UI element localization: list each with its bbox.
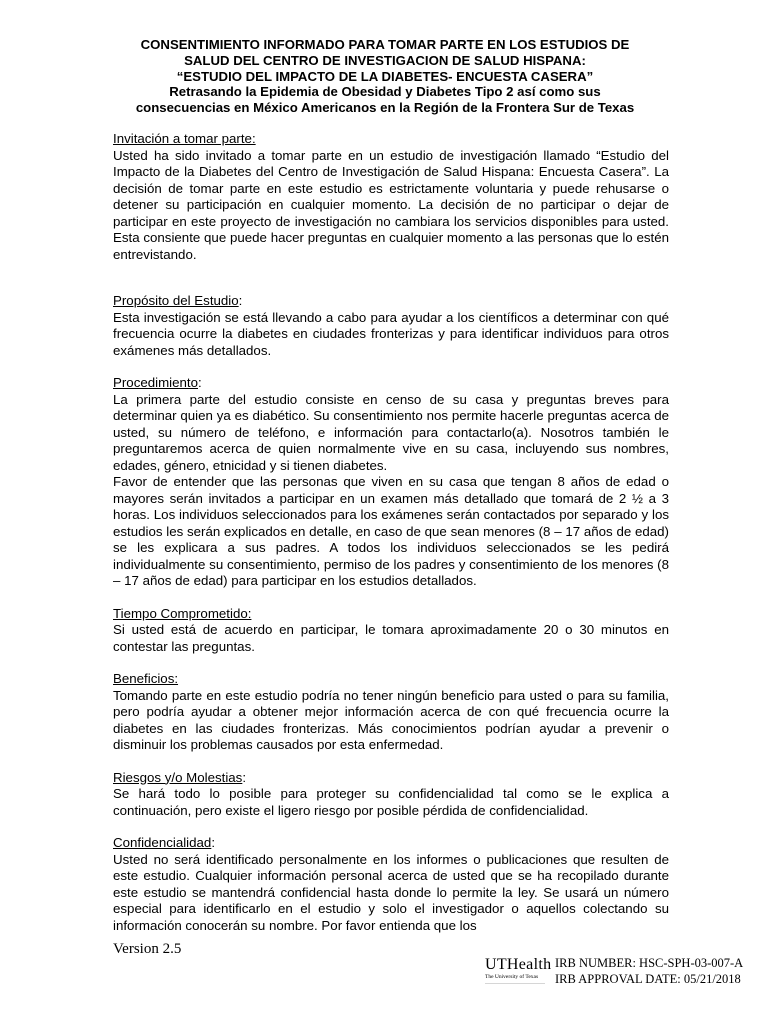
- logo-tagline-rule: ―――――――――――――――: [485, 980, 545, 985]
- section-paragraph: Usted ha sido invitado a tomar parte en un estudio de investigación llamado “Estudio del Impacto de la Diabetes del Centro de Investigación de Salud Hispana: Encuesta Casera”. La decisión de tomar parte en este estudio es estrictamente voluntaria y puede rehusarse o detener su participación en cualquier momento. La decisión de no participar o dejar de participar en este proyecto de investigación no cambiara los servicios disponibles para usted. Esta consiente que puede hacer preguntas en cualquier momento a las personas que lo estén entrevistando.: [113, 147, 669, 262]
- section-heading: Riesgos y/o Molestias:: [113, 769, 247, 785]
- section-paragraph: La primera parte del estudio consiste en censo de su casa y preguntas breves para determinar quien ya es diabético. Su consentimiento nos permite hacerle preguntas acerca de usted, su número de teléfono, e información para contactarlo(a). Nosotros también le preguntaremos acerca de quien normalmente vive en su casa, incluyendo sus nombres, edades, género, etnicidad y si tienen diabetes.: [113, 391, 669, 473]
- section-heading: Confidencialidad:: [113, 835, 216, 850]
- document-title: [100, 37, 670, 116]
- section-heading: Propósito del Estudio:: [113, 293, 243, 308]
- section-riesgos: [113, 770, 669, 820]
- section-beneficios: [113, 671, 669, 754]
- section-heading: Beneficios:: [113, 671, 179, 686]
- title-line-3: “ESTUDIO DEL IMPACTO DE LA DIABETES- ENCUESTA CASERA”: [176, 68, 594, 84]
- section-paragraph: Favor de entender que las personas que viven en su casa que tengan 8 años de edad o mayores serán invitados a participar en un examen más detallado que tomará de 2 ½ a 3 horas. Los individuos seleccionados para los exámenes serán contactados por separado y los estudios les serán explicados en detalle, en caso de que sean menores (8 – 17 años de edad) se les explicara a sus padres. A todos los individuos seleccionados se les pedirá individualmente su consentimiento, permiso de los padres y consentimiento de los menores (8 – 17 años de edad) para participar en los estudios detallados.: [113, 474, 669, 588]
- document-body: [113, 131, 669, 950]
- section-paragraph: Esta investigación se está llevando a cabo para ayudar a los científicos a determinar con qué frecuencia ocurre la diabetes en ciudades fronterizas y para identificar individuos para otros exámenes más detallados.: [113, 309, 669, 358]
- logo-wordmark: UTHealth: [485, 956, 552, 973]
- version-label: Version 2.5: [113, 941, 182, 957]
- section-procedimiento: [113, 375, 669, 590]
- section-paragraph: Se hará todo lo posible para proteger su confidencialidad tal como se le explica a continuación, pero existe el ligero riesgo por posible pérdida de confidencialidad.: [113, 786, 669, 818]
- section-heading: Procedimiento:: [113, 375, 202, 390]
- irb-number: IRB NUMBER: HSC-SPH-03-007-A: [555, 956, 744, 970]
- section-proposito: [113, 293, 669, 359]
- title-line-2: SALUD DEL CENTRO DE INVESTIGACION DE SALUD HISPANA:: [184, 52, 586, 68]
- logo-subtitle: The University of Texas: [485, 974, 539, 980]
- section-paragraph: Si usted está de acuerdo en participar, le tomara aproximadamente 20 o 30 minutos en contestar las preguntas.: [113, 622, 669, 654]
- section-confidencialidad: [113, 835, 669, 934]
- section-tiempo: [113, 606, 669, 656]
- section-paragraph: Usted no será identificado personalmente en los informes o publicaciones que resulten de este estudio. Cualquier información personal acerca de usted que se ha recopilado durante este estudio se mantendrá confidencial hasta donde lo permite la ley. Se usará un número especial para identificarlo en el estudio y solo el investigador o aquellos colectando su información conocerán su nombre. Por favor entienda que los: [113, 851, 669, 933]
- irb-stamp: [555, 955, 743, 987]
- section-heading: Tiempo Comprometido:: [113, 605, 252, 621]
- section-paragraph: Tomando parte en este estudio podría no tener ningún beneficio para usted o para su familia, pero podría ayudar a obtener mejor información acerca de con qué frecuencia ocurre la diabetes en las ciudades fronterizas. Más conocimientos podrían ayudar a prevenir o disminuir los problemas causados por esta enfermedad.: [113, 687, 669, 752]
- title-line-4: Retrasando la Epidemia de Obesidad y Diabetes Tipo 2 así como sus: [169, 84, 601, 100]
- title-line-5: consecuencias en México Americanos en la Región de la Frontera Sur de Texas: [135, 100, 635, 116]
- section-invitacion: [113, 131, 669, 263]
- title-line-1: CONSENTIMIENTO INFORMADO PARA TOMAR PARTE EN LOS ESTUDIOS DE: [140, 37, 630, 52]
- section-heading: Invitación a tomar parte:: [113, 131, 256, 146]
- uthealth-logo: [485, 956, 550, 1000]
- irb-approval-date: IRB APPROVAL DATE: 05/21/2018: [555, 972, 741, 986]
